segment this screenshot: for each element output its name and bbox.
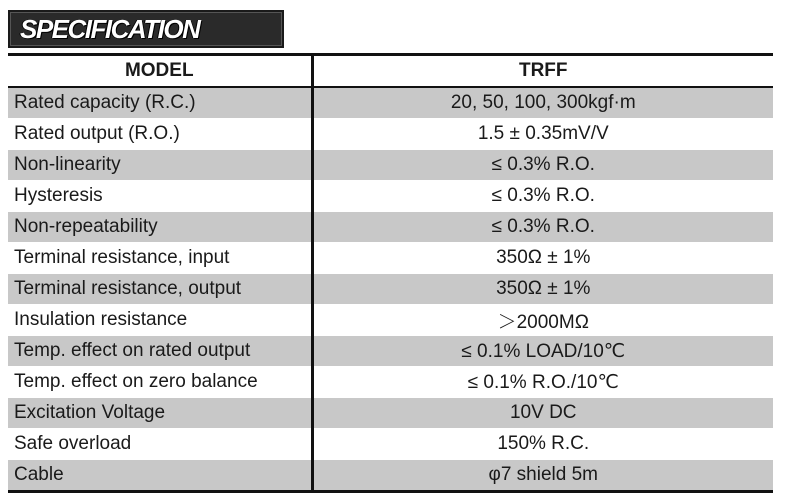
- table-row: [8, 305, 773, 336]
- row-value: ≤ 0.3% R.O.: [312, 150, 773, 181]
- row-label: Cable: [8, 460, 312, 492]
- row-label: Temp. effect on zero balance: [8, 367, 312, 398]
- row-label: Temp. effect on rated output: [8, 336, 312, 367]
- table-row: [8, 460, 773, 492]
- table-row: [8, 87, 773, 119]
- row-label: Rated output (R.O.): [8, 119, 312, 150]
- row-value: ＞2000MΩ: [312, 305, 773, 336]
- row-value: 1.5 ± 0.35mV/V: [312, 119, 773, 150]
- table-row: [8, 367, 773, 398]
- row-value: ≤ 0.3% R.O.: [312, 181, 773, 212]
- table-row: [8, 150, 773, 181]
- row-value: ≤ 0.1% LOAD/10℃: [312, 336, 773, 367]
- row-value: 10V DC: [312, 398, 773, 429]
- row-value: 20, 50, 100, 300kgf·m: [312, 87, 773, 119]
- table-row: [8, 274, 773, 305]
- table-row: [8, 119, 773, 150]
- row-value: ≤ 0.3% R.O.: [312, 212, 773, 243]
- row-value: 150% R.C.: [312, 429, 773, 460]
- table-row: [8, 212, 773, 243]
- row-label: Terminal resistance, output: [8, 274, 312, 305]
- spec-title-banner: [8, 10, 284, 48]
- row-label: Terminal resistance, input: [8, 243, 312, 274]
- table-header-row: [8, 55, 773, 88]
- table-row: [8, 398, 773, 429]
- column-header-trff: TRFF: [312, 55, 773, 88]
- row-value: ≤ 0.1% R.O./10℃: [312, 367, 773, 398]
- row-label: Rated capacity (R.C.): [8, 87, 312, 119]
- row-label: Insulation resistance: [8, 305, 312, 336]
- row-label: Hysteresis: [8, 181, 312, 212]
- table-row: [8, 429, 773, 460]
- table-row: [8, 243, 773, 274]
- column-header-model: MODEL: [8, 55, 312, 88]
- table-row: [8, 181, 773, 212]
- row-label: Safe overload: [8, 429, 312, 460]
- specification-table: [8, 53, 773, 493]
- row-value: 350Ω ± 1%: [312, 274, 773, 305]
- row-label: Non-linearity: [8, 150, 312, 181]
- page-title: SPECIFICATION: [20, 14, 200, 44]
- table-row: [8, 336, 773, 367]
- row-label: Non-repeatability: [8, 212, 312, 243]
- row-value: φ7 shield 5m: [312, 460, 773, 492]
- row-label: Excitation Voltage: [8, 398, 312, 429]
- row-value: 350Ω ± 1%: [312, 243, 773, 274]
